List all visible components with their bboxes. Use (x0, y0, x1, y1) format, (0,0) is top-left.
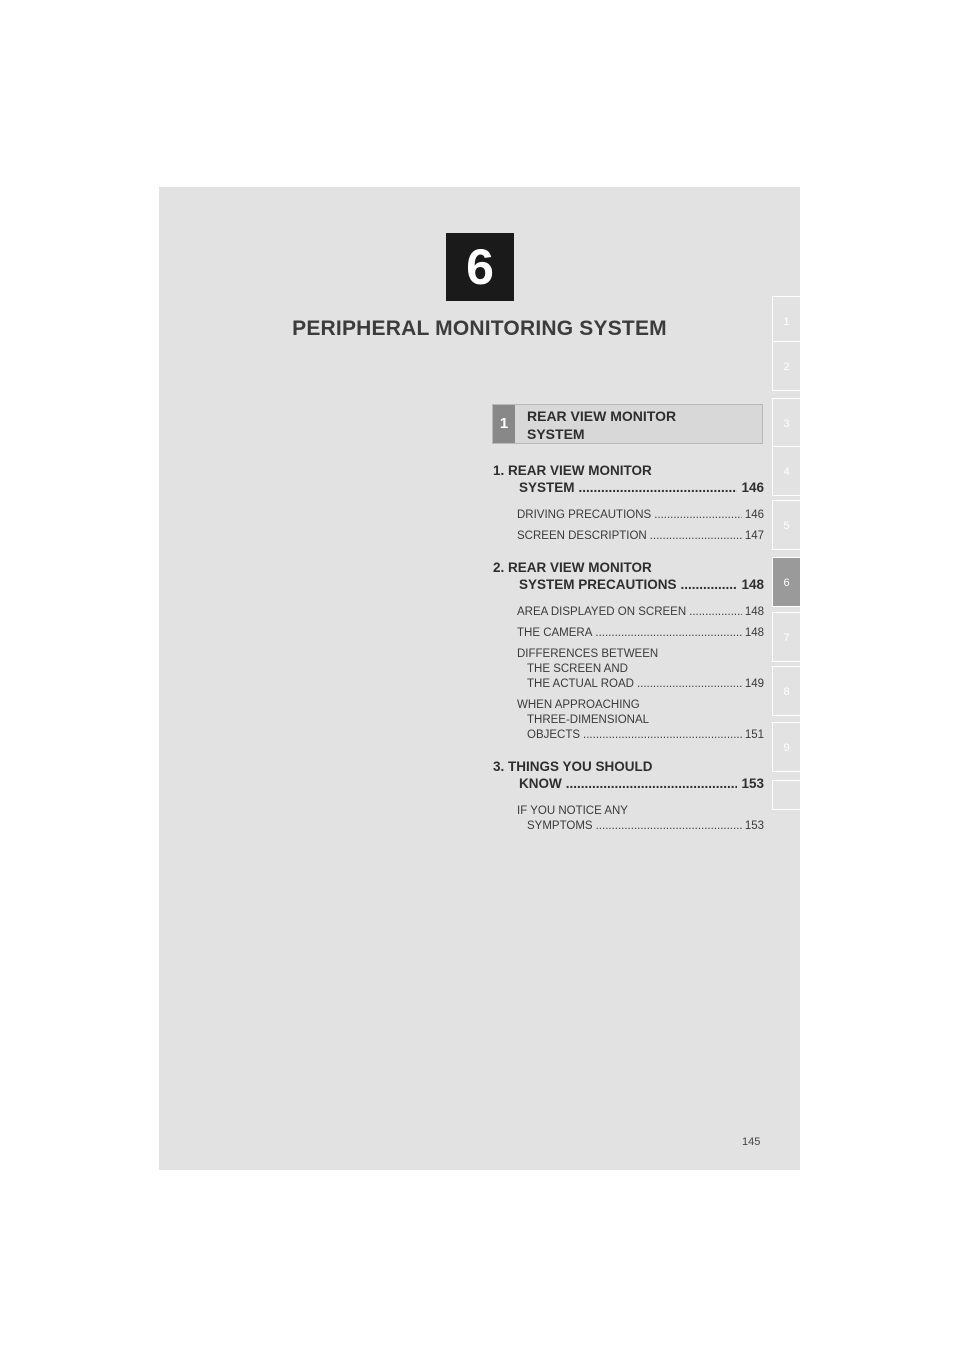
toc-subentry-label: DIFFERENCES BETWEEN (517, 648, 659, 660)
toc-subentry-label: SCREEN DESCRIPTION (517, 530, 647, 542)
toc-subentry[interactable] (493, 508, 764, 523)
toc-subentry[interactable] (493, 626, 764, 641)
toc-entry-page: 146 (741, 480, 764, 495)
toc-entry-line2: SYSTEM PRECAUTIONS (519, 577, 677, 592)
toc-subentry-label: THREE-DIMENSIONAL (527, 714, 650, 726)
dot-leader (650, 529, 742, 544)
toc-subentry[interactable] (493, 647, 764, 692)
toc-entry-page: 148 (741, 577, 764, 592)
chapter-tab-5[interactable]: 5 (772, 500, 800, 550)
toc-subentry-page: 149 (744, 678, 764, 690)
toc-entry-line1: 1. REAR VIEW MONITOR (493, 463, 652, 478)
dot-leader (595, 626, 741, 641)
toc-subentry-label: DRIVING PRECAUTIONS (517, 509, 652, 521)
toc-entry (493, 462, 764, 544)
table-of-contents (493, 462, 764, 849)
dot-leader (566, 775, 738, 792)
toc-subentry-page: 148 (744, 606, 764, 618)
toc-entry-title[interactable] (493, 758, 764, 792)
toc-entry (493, 758, 764, 834)
toc-entry-line2: SYSTEM (519, 480, 575, 495)
toc-entry-line2: KNOW (519, 776, 562, 791)
chapter-tab-1[interactable]: 1 (772, 296, 800, 346)
toc-subentry-page: 148 (744, 627, 764, 639)
toc-subentry-label: THE SCREEN AND (527, 663, 628, 675)
dot-leader (654, 508, 742, 523)
toc-subentry-label: AREA DISPLAYED ON SCREEN (517, 606, 687, 618)
toc-entry-title[interactable] (493, 559, 764, 593)
toc-subentry-page: 146 (744, 509, 764, 521)
toc-subentry-label: THE CAMERA (517, 627, 593, 639)
toc-subentry-page: 147 (744, 530, 764, 542)
toc-subentry-page: 153 (744, 820, 764, 832)
toc-entry-page: 153 (741, 776, 764, 791)
chapter-tab-blank[interactable] (772, 780, 800, 810)
toc-subentry-label: OBJECTS (527, 729, 581, 741)
toc-subentry[interactable] (493, 804, 764, 834)
chapter-tab-3[interactable]: 3 (772, 398, 800, 448)
toc-subentry[interactable] (493, 698, 764, 743)
dot-leader (596, 819, 742, 834)
toc-subentry[interactable] (493, 605, 764, 620)
toc-subentry-page: 151 (744, 729, 764, 741)
chapter-tab-9[interactable]: 9 (772, 722, 800, 772)
dot-leader (689, 605, 742, 620)
toc-entry (493, 559, 764, 743)
toc-subentry[interactable] (493, 529, 764, 544)
section-title: REAR VIEW MONITOR SYSTEM (527, 408, 677, 442)
page-number: 145 (742, 1136, 761, 1148)
toc-subentry-label: THE ACTUAL ROAD (527, 678, 634, 690)
chapter-tab-6[interactable]: 6 (772, 557, 800, 607)
toc-subentry-label: IF YOU NOTICE ANY (517, 805, 628, 817)
section-header (492, 404, 763, 444)
dot-leader (579, 479, 738, 496)
toc-subentry-label: SYMPTOMS (527, 820, 593, 832)
toc-entry-line1: 2. REAR VIEW MONITOR (493, 560, 652, 575)
dot-leader (637, 677, 742, 692)
toc-entry-line1: 3. THINGS YOU SHOULD (493, 759, 653, 774)
dot-leader (681, 576, 738, 593)
chapter-tab-2[interactable]: 2 (772, 341, 800, 391)
chapter-number-badge: 6 (446, 233, 514, 301)
toc-subentry-label: WHEN APPROACHING (517, 699, 640, 711)
dot-leader (583, 728, 742, 743)
chapter-tab-7[interactable]: 7 (772, 612, 800, 662)
chapter-tab-4[interactable]: 4 (772, 446, 800, 496)
toc-entry-title[interactable] (493, 462, 764, 496)
chapter-title: PERIPHERAL MONITORING SYSTEM (292, 317, 667, 340)
section-number: 1 (493, 405, 515, 443)
chapter-tab-8[interactable]: 8 (772, 666, 800, 716)
